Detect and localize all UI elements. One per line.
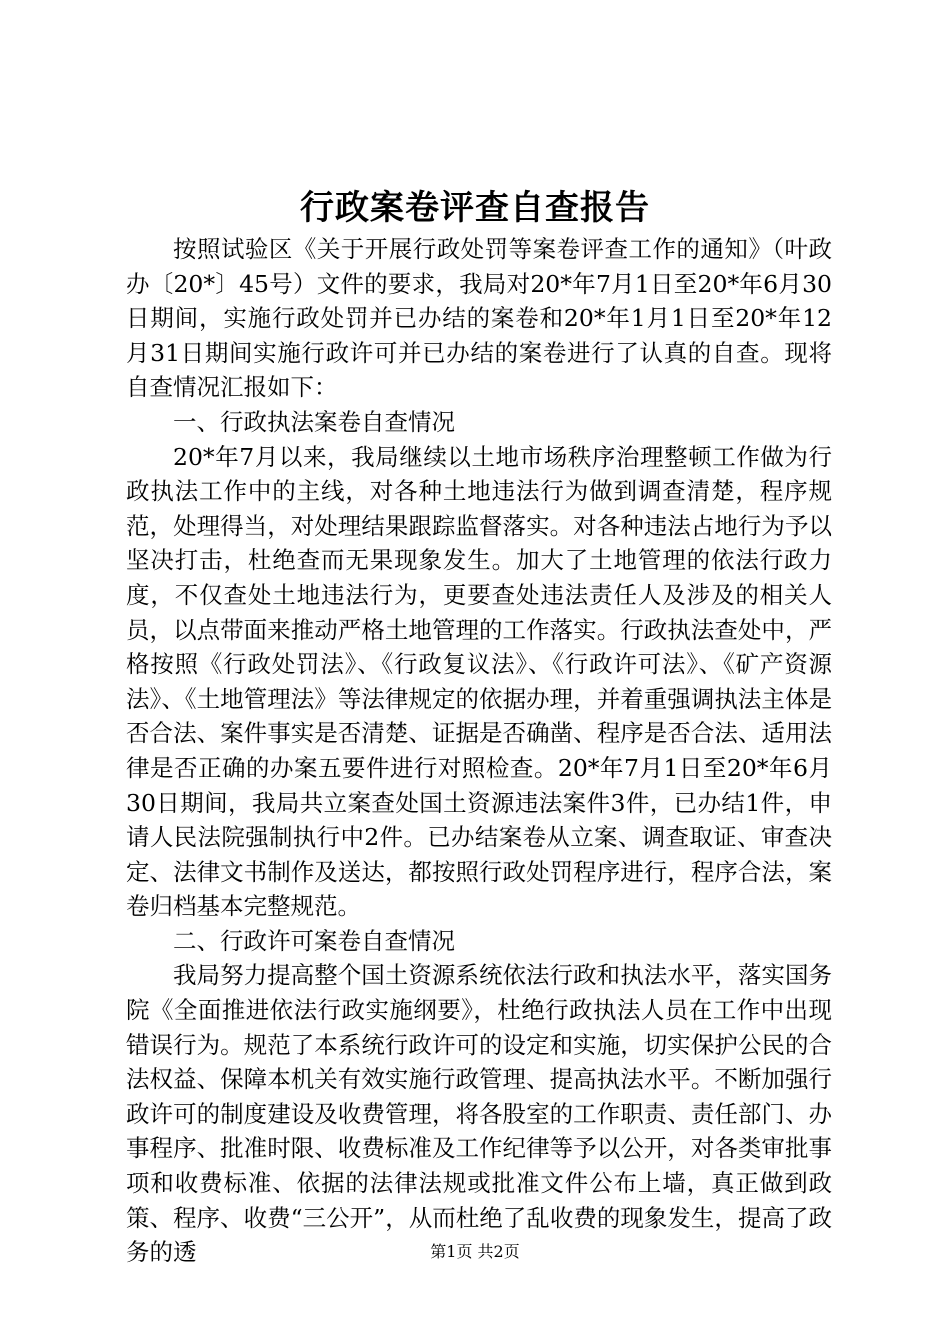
section-1-paragraph: 20*年7月以来，我局继续以土地市场秩序治理整顿工作做为行政执法工作中的主线，对各种土地违法行为做到调查清楚，程序规范，处理得当，对处理结果跟踪监督落实。对各种违法占地行为予以坚决打击，杜绝查而无果现象发生。加大了土地管理的依法行政力度，不仅查处土地违法行为，更要查处违法责任人及涉及的相关人员，以点带面来推动严格土地管理的工作落实。行政执法查处中，严格按照《行政处罚法》、《行政复议法》、《行政许可法》、《矿产资源法》、《土地管理法》等法律规定的依据办理，并着重强调执法主体是否合法、案件事实是否清楚、证据是否确凿、程序是否合法、适用法律是否正确的办案五要件进行对照检查。20*年7月1日至20*年6月30日期间，我局共立案查处国土资源违法案件3件，已办结1件，申请人民法院强制执行中2件。已办结案卷从立案、调查取证、审查决定、法律文书制作及送达，都按照行政处罚程序进行，程序合法，案卷归档基本完整规范。 — [126, 442, 832, 921]
section-heading-2: 二、行政许可案卷自查情况 — [173, 926, 455, 955]
section-heading-1: 一、行政执法案卷自查情况 — [173, 407, 455, 436]
document-title: 行政案卷评查自查报告 — [300, 188, 650, 228]
intro-paragraph: 按照试验区《关于开展行政处罚等案卷评查工作的通知》（叶政办〔20*〕45号）文件的要求，我局对20*年7月1日至20*年6月30日期间，实施行政处罚并已办结的案卷和20*年1月1日至20*年12月31日期间实施行政许可并已办结的案卷进行了认真的自查。现将自查情况汇报如下： — [126, 235, 832, 402]
document-body — [126, 232, 832, 1270]
page-number-footer: 第1页 共2页 — [430, 1242, 520, 1261]
section-2-paragraph: 我局努力提高整个国土资源系统依法行政和执法水平，落实国务院《全面推进依法行政实施纲要》，杜绝行政执法人员在工作中出现错误行为。规范了本系统行政许可的设定和实施，切实保护公民的合法权益、保障本机关有效实施行政管理、提高执法水平。不断加强行政许可的制度建设及收费管理，将各股室的工作职责、责任部门、办事程序、批准时限、收费标准及工作纪律等予以公开，对各类审批事项和收费标准、依据的法律法规或批准文件公布上墙，真正做到政策、程序、收费“三公开”，从而杜绝了乱收费的现象发生，提高了政务的透 — [126, 961, 832, 1267]
